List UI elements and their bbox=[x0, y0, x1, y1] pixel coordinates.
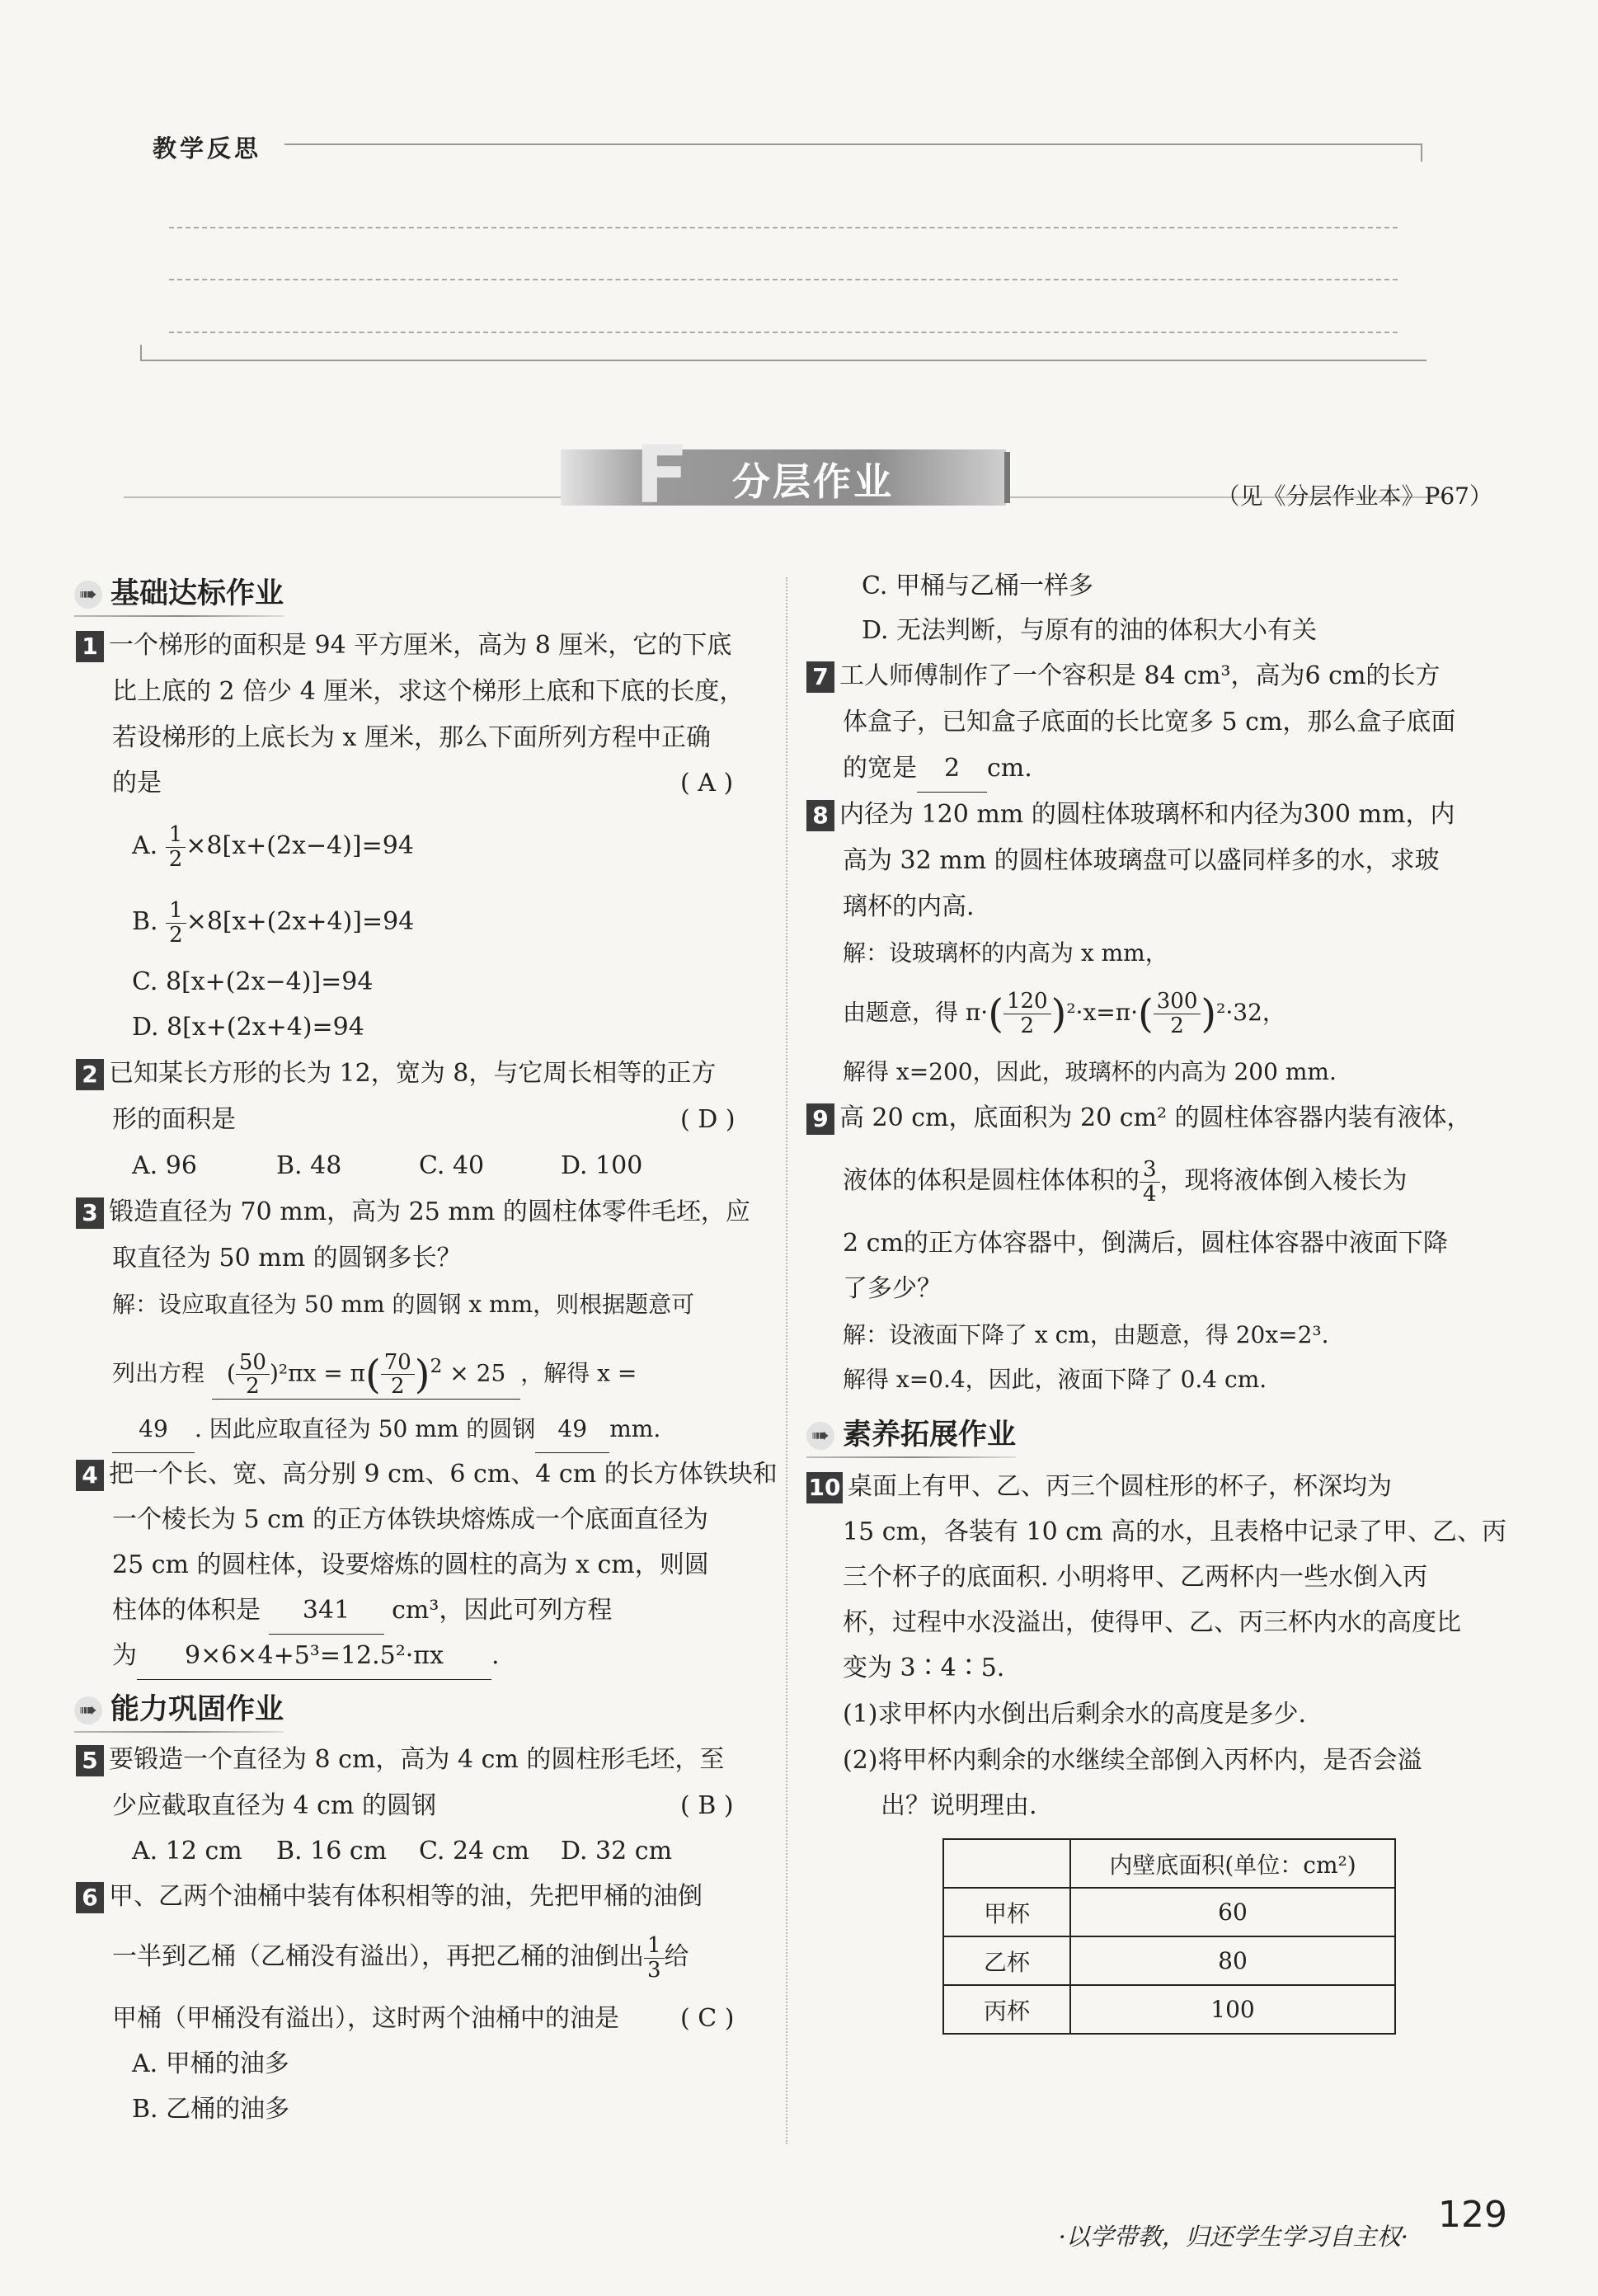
cup-name: 丙杯 bbox=[943, 1985, 1070, 2034]
q9-line: 了多少？ bbox=[843, 1274, 942, 1303]
reflection-dotted-line bbox=[169, 279, 1398, 280]
q3-solution-equation: 列出方程 ( $\frac{50}{2}$ )²πx = π( $\frac{70}{2}$ )$^2$ × 25 ，解得 x = bbox=[112, 1343, 637, 1400]
question-number-8: 8 bbox=[806, 800, 834, 831]
q1-line: 的是 bbox=[112, 769, 162, 797]
question-number-9: 9 bbox=[806, 1103, 834, 1135]
table-row bbox=[943, 1985, 1395, 2034]
cup-area: 100 bbox=[1070, 1985, 1395, 2034]
q1-option-d: D. 8[x+(2x+4)=94 bbox=[132, 1013, 364, 1042]
q8-solution-equation: 由题意，得 π·( $\frac{120}{2}$ )²·x=π·( $\frac{300}{2}$ )²·32， bbox=[843, 989, 1285, 1038]
q7-line: 的宽是 2 cm. bbox=[843, 746, 1032, 793]
q5-option-b: B. 16 cm bbox=[276, 1837, 388, 1866]
q8-line: 高为 32 mm 的圆柱体玻璃盘可以盛同样多的水，求玻 bbox=[843, 846, 1440, 875]
q8-solution-line: 解得 x=200，因此，玻璃杯的内高为 200 mm. bbox=[843, 1058, 1337, 1085]
q3-line: 3 锻造直径为 70 mm，高为 25 mm 的圆柱体零件毛坯，应 bbox=[76, 1189, 750, 1235]
q9-line: 2 cm的正方体容器中，倒满后，圆柱体容器中液面下降 bbox=[843, 1229, 1448, 1258]
column-divider bbox=[786, 577, 787, 2144]
q3-solution-line: 解：设应取直径为 50 mm 的圆钢 x mm，则根据题意可 bbox=[112, 1291, 695, 1318]
arrow-icon: ➠ bbox=[74, 581, 102, 609]
q4-line: 柱体的体积是 341 cm³，因此可列方程 bbox=[112, 1588, 612, 1635]
q10-subquestion-2: (2)将甲杯内剩余的水继续全部倒入丙杯内，是否会溢 bbox=[843, 1746, 1422, 1775]
q10-line: 15 cm，各装有 10 cm 高的水，且表格中记录了甲、乙、丙 bbox=[843, 1517, 1506, 1546]
q1-option-b: B. $\frac{1}{2}$ ×8[x+(2x+4)]=94 bbox=[132, 898, 415, 948]
workbook-reference: （见《分层作业本》P67） bbox=[1216, 482, 1492, 510]
q5-line: 5 要锻造一个直径为 8 cm，高为 4 cm 的圆柱形毛坯，至 bbox=[76, 1737, 724, 1783]
reflection-dotted-line bbox=[169, 332, 1398, 333]
banner-title: 分层作业 bbox=[732, 459, 894, 504]
q1-option-a: A. $\frac{1}{2}$ ×8[x+(2x−4)]=94 bbox=[132, 822, 414, 872]
q4-line: 为 9×6×4+5³=12.5²·πx . bbox=[112, 1633, 500, 1680]
question-number-2: 2 bbox=[76, 1059, 104, 1090]
q2-option-b: B. 48 bbox=[276, 1151, 342, 1180]
q4-line: 25 cm 的圆柱体，设要熔炼的圆柱的高为 x cm，则圆 bbox=[112, 1550, 709, 1579]
q2-option-d: D. 100 bbox=[561, 1151, 643, 1180]
reflection-dotted-line bbox=[169, 227, 1398, 228]
q6-option-b: B. 乙桶的油多 bbox=[132, 2095, 290, 2124]
q3-solution-answer: 49 . 因此应取直径为 50 mm 的圆钢 49 mm. bbox=[112, 1406, 660, 1453]
q2-line: 2 已知某长方形的长为 12，宽为 8，与它周长相等的正方 bbox=[76, 1051, 716, 1097]
question-number-5: 5 bbox=[76, 1745, 104, 1776]
cup-area: 80 bbox=[1070, 1936, 1395, 1985]
q4-line: 4 把一个长、宽、高分别 9 cm、6 cm、4 cm 的长方体铁块和 bbox=[76, 1451, 778, 1498]
q7-line: 体盒子，已知盒子底面的长比宽多 5 cm，那么盒子底面 bbox=[843, 708, 1456, 736]
q2-option-c: C. 40 bbox=[419, 1151, 485, 1180]
reflection-right-tick bbox=[1421, 144, 1422, 162]
q10-line: 10 桌面上有甲、乙、丙三个圆柱形的杯子，杯深均为 bbox=[806, 1464, 1392, 1510]
cup-area: 60 bbox=[1070, 1888, 1395, 1936]
arrow-icon: ➠ bbox=[806, 1422, 834, 1450]
question-number-1: 1 bbox=[76, 631, 104, 662]
q6-option-d: D. 无法判断，与原有的油的体积大小有关 bbox=[862, 616, 1318, 645]
q7-line: 7 工人师傅制作了一个容积是 84 cm³，高为6 cm的长方 bbox=[806, 653, 1440, 699]
banner-letter: F bbox=[635, 429, 689, 521]
q6-line: 甲桶（甲桶没有溢出），这时两个油桶中的油是 bbox=[112, 2004, 619, 2033]
q9-line: 9 高 20 cm，底面积为 20 cm² 的圆柱体容器内装有液体， bbox=[806, 1095, 1472, 1141]
arrow-icon: ➠ bbox=[74, 1696, 102, 1724]
page-number: 129 bbox=[1438, 2194, 1507, 2236]
q6-option-c: C. 甲桶与乙桶一样多 bbox=[862, 572, 1093, 600]
reflection-left-tick bbox=[140, 345, 142, 360]
q5-option-d: D. 32 cm bbox=[561, 1837, 673, 1866]
section-basic bbox=[74, 571, 284, 612]
section-ability-label: 能力巩固作业 bbox=[110, 1693, 284, 1726]
table-row bbox=[943, 1888, 1395, 1936]
base-area-table bbox=[942, 1838, 1396, 2035]
section-extend bbox=[806, 1412, 1016, 1453]
q10-subquestion-1: (1)求甲杯内水倒出后剩余水的高度是多少. bbox=[843, 1700, 1307, 1729]
q2-answer: ( D ) bbox=[680, 1105, 736, 1134]
reflection-title: 教学反思 bbox=[153, 134, 262, 162]
q2-line: 形的面积是 bbox=[112, 1105, 236, 1134]
q5-answer: ( B ) bbox=[680, 1791, 734, 1820]
q6-answer: ( C ) bbox=[680, 2004, 735, 2033]
section-extend-label: 素养拓展作业 bbox=[843, 1419, 1017, 1451]
q9-line: 液体的体积是圆柱体体积的 $\frac{3}{4}$ ，现将液体倒入棱长为 bbox=[843, 1157, 1408, 1207]
question-number-6: 6 bbox=[76, 1882, 104, 1913]
cup-name: 甲杯 bbox=[943, 1888, 1070, 1936]
q6-option-a: A. 甲桶的油多 bbox=[132, 2049, 289, 2078]
q1-answer: ( A ) bbox=[680, 769, 734, 797]
table-row bbox=[943, 1936, 1395, 1985]
footer-slogan: ·以学带教，归还学生学习自主权· bbox=[1058, 2223, 1408, 2251]
q1-line: 若设梯形的上底长为 x 厘米，那么下面所列方程中正确 bbox=[112, 723, 711, 752]
q8-line: 璃杯的内高. bbox=[843, 892, 975, 921]
q1-line: 1 一个梯形的面积是 94 平方厘米，高为 8 厘米，它的下底 bbox=[76, 623, 731, 669]
question-number-3: 3 bbox=[76, 1197, 104, 1229]
q1-option-c: C. 8[x+(2x−4)]=94 bbox=[132, 967, 374, 996]
table-header: 内壁底面积(单位：cm²) bbox=[1070, 1839, 1395, 1888]
q6-line: 6 甲、乙两个油桶中装有体积相等的油，先把甲桶的油倒 bbox=[76, 1874, 703, 1920]
section-basic-label: 基础达标作业 bbox=[110, 577, 284, 610]
q10-line: 变为 3∶4∶5. bbox=[843, 1654, 1005, 1682]
q10-line: 杯，过程中水没溢出，使得甲、乙、丙三杯内水的高度比 bbox=[843, 1608, 1461, 1637]
reflection-bottom-line bbox=[140, 360, 1426, 361]
q1-line: 比上底的 2 倍少 4 厘米，求这个梯形上底和下底的长度， bbox=[112, 677, 745, 706]
q9-solution-line: 解得 x=0.4，因此，液面下降了 0.4 cm. bbox=[843, 1366, 1267, 1393]
q10-line: 三个杯子的底面积. 小明将甲、乙两杯内一些水倒入丙 bbox=[843, 1563, 1428, 1592]
question-number-7: 7 bbox=[806, 661, 834, 693]
q10-subquestion-2-cont: 出？说明理由. bbox=[881, 1791, 1037, 1820]
q8-line: 8 内径为 120 mm 的圆柱体玻璃杯和内径为300 mm，内 bbox=[806, 792, 1455, 838]
section-ability bbox=[74, 1687, 284, 1728]
question-number-10: 10 bbox=[806, 1472, 843, 1503]
cup-name: 乙杯 bbox=[943, 1936, 1070, 1985]
q4-line: 一个棱长为 5 cm 的正方体铁块熔炼成一个底面直径为 bbox=[112, 1505, 708, 1534]
q8-solution-line: 解：设玻璃杯的内高为 x mm， bbox=[843, 939, 1168, 967]
banner-bar bbox=[1004, 452, 1010, 503]
q3-blank-2: 49 bbox=[535, 1406, 609, 1453]
q4-blank-2: 9×6×4+5³=12.5²·πx bbox=[137, 1633, 491, 1680]
q9-solution-line: 解：设液面下降了 x cm，由题意，得 20x=2³. bbox=[843, 1321, 1329, 1348]
q5-option-c: C. 24 cm bbox=[419, 1837, 529, 1866]
table-header-row bbox=[943, 1839, 1395, 1888]
q6-line: 一半到乙桶（乙桶没有溢出），再把乙桶的油倒出 $\frac{1}{3}$ 给 bbox=[112, 1933, 689, 1983]
question-number-4: 4 bbox=[76, 1460, 104, 1491]
q3-line: 取直径为 50 mm 的圆钢多长？ bbox=[112, 1244, 462, 1273]
q5-option-a: A. 12 cm bbox=[132, 1837, 242, 1866]
q3-blank-1: 49 bbox=[112, 1406, 195, 1453]
q7-blank: 2 bbox=[917, 746, 987, 793]
q5-line: 少应截取直径为 4 cm 的圆钢 bbox=[112, 1791, 436, 1820]
q4-blank-1: 341 bbox=[269, 1588, 384, 1635]
reflection-top-line bbox=[284, 144, 1421, 145]
q2-option-a: A. 96 bbox=[132, 1151, 197, 1180]
